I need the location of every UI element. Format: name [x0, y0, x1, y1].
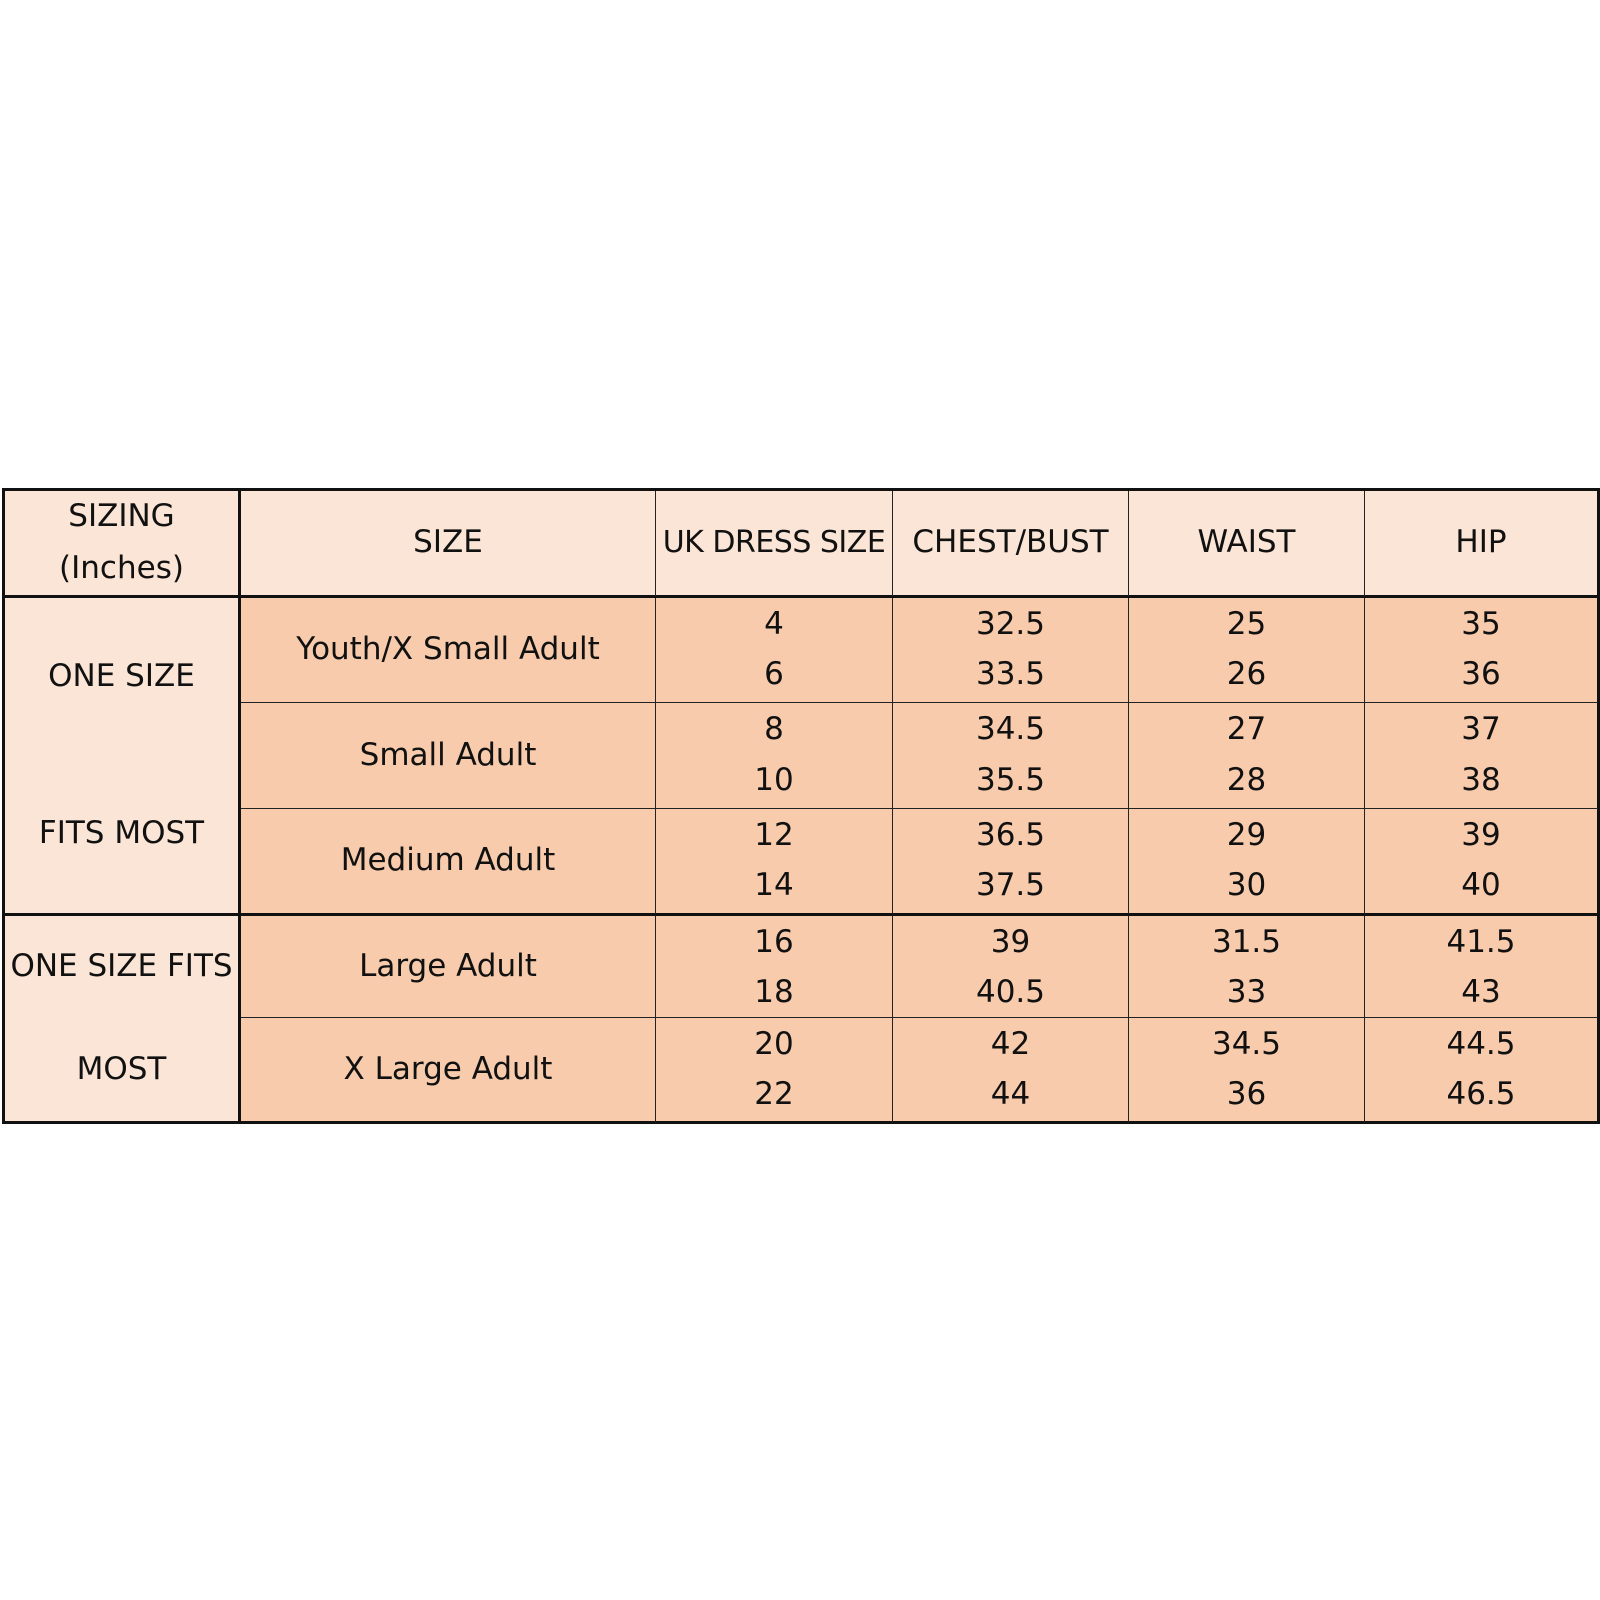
- group-one-size-fits-most-2: [5, 916, 241, 1124]
- uk-value: 12: [754, 817, 794, 854]
- row-waist-values: [1129, 1018, 1365, 1124]
- row-size-label: Small Adult: [241, 703, 656, 809]
- group-2-line2: MOST: [76, 1050, 167, 1087]
- chest-value: 40.5: [975, 973, 1046, 1010]
- hip-value: 37: [1461, 711, 1501, 748]
- waist-value: 33: [1226, 973, 1267, 1010]
- hip-value: 41.5: [1446, 924, 1516, 960]
- group-2-line1: ONE SIZE FITS: [10, 948, 233, 985]
- hip-value: 38: [1461, 761, 1501, 798]
- row-hip-values: [1365, 809, 1600, 916]
- row-hip-values: [1365, 703, 1600, 809]
- group-1-line1: ONE SIZE: [48, 657, 195, 694]
- chest-value: 33.5: [975, 656, 1046, 693]
- chest-value: 36.5: [975, 817, 1046, 854]
- uk-value: 4: [764, 606, 784, 643]
- chest-value: 32.5: [975, 606, 1046, 643]
- row-uk-sizes: [656, 916, 893, 1018]
- header-chest-bust: CHEST/BUST: [893, 491, 1129, 598]
- waist-value: 25: [1226, 606, 1267, 643]
- row-size-label: Medium Adult: [241, 809, 656, 916]
- waist-value: 26: [1226, 656, 1267, 693]
- waist-value: 31.5: [1211, 924, 1282, 960]
- group-one-size-fits-most-1: [5, 598, 241, 916]
- row-waist-values: [1129, 598, 1365, 703]
- uk-value: 14: [754, 867, 794, 904]
- row-hip-values: [1365, 1018, 1600, 1124]
- row-hip-values: [1365, 916, 1600, 1018]
- uk-value: 20: [754, 1026, 794, 1062]
- row-size-label: X Large Adult: [241, 1018, 656, 1124]
- uk-value: 6: [764, 656, 784, 693]
- chest-value: 44: [990, 1075, 1031, 1112]
- hip-value: 39: [1461, 817, 1501, 854]
- row-chest-values: [893, 703, 1129, 809]
- row-chest-values: [893, 809, 1129, 916]
- header-uk-dress-size: UK DRESS SIZE: [656, 491, 893, 598]
- header-size: SIZE: [241, 491, 656, 598]
- row-uk-sizes: [656, 809, 893, 916]
- header-sizing: [5, 491, 241, 598]
- hip-value: 35: [1461, 606, 1501, 643]
- header-sizing-line1: SIZING: [68, 498, 175, 535]
- row-uk-sizes: [656, 703, 893, 809]
- waist-value: 29: [1226, 817, 1267, 854]
- chest-value: 34.5: [975, 711, 1046, 748]
- group-1-line2: FITS MOST: [38, 815, 205, 852]
- chest-value: 35.5: [975, 761, 1046, 798]
- hip-value: 44.5: [1446, 1026, 1516, 1062]
- header-waist: WAIST: [1129, 491, 1365, 598]
- row-chest-values: [893, 916, 1129, 1018]
- hip-value: 40: [1461, 867, 1501, 904]
- row-chest-values: [893, 598, 1129, 703]
- size-chart-table: [2, 488, 1600, 1124]
- header-sizing-line2: (Inches): [59, 550, 184, 587]
- row-waist-values: [1129, 703, 1365, 809]
- chest-value: 39: [990, 924, 1031, 960]
- uk-value: 18: [754, 973, 794, 1010]
- row-uk-sizes: [656, 598, 893, 703]
- waist-value: 34.5: [1211, 1026, 1282, 1062]
- waist-value: 27: [1226, 711, 1267, 748]
- hip-value: 43: [1461, 973, 1501, 1010]
- hip-value: 46.5: [1446, 1075, 1516, 1112]
- header-hip: HIP: [1365, 491, 1600, 598]
- row-waist-values: [1129, 809, 1365, 916]
- row-size-label: Youth/X Small Adult: [241, 598, 656, 703]
- hip-value: 36: [1461, 656, 1501, 693]
- row-size-label: Large Adult: [241, 916, 656, 1018]
- row-waist-values: [1129, 916, 1365, 1018]
- row-hip-values: [1365, 598, 1600, 703]
- waist-value: 30: [1226, 867, 1267, 904]
- row-uk-sizes: [656, 1018, 893, 1124]
- uk-value: 8: [764, 711, 784, 748]
- chest-value: 42: [990, 1026, 1031, 1062]
- uk-value: 22: [754, 1075, 794, 1112]
- waist-value: 36: [1226, 1075, 1267, 1112]
- uk-value: 10: [754, 761, 794, 798]
- row-chest-values: [893, 1018, 1129, 1124]
- chest-value: 37.5: [975, 867, 1046, 904]
- waist-value: 28: [1226, 761, 1267, 798]
- uk-value: 16: [754, 924, 794, 960]
